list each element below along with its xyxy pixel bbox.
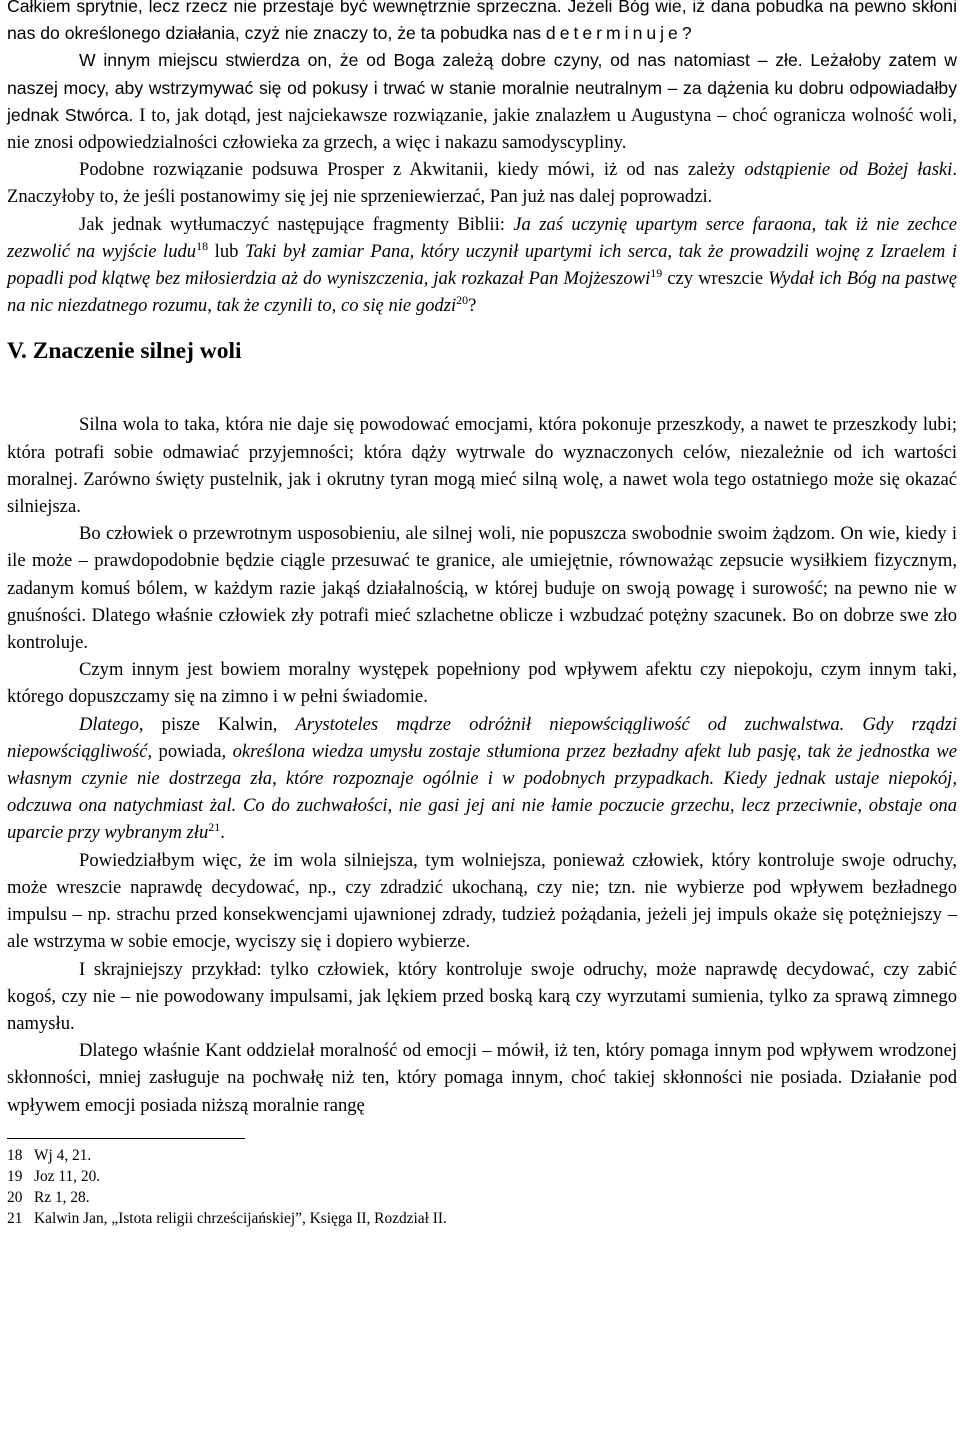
footnote-ref[interactable]: 21 [208,820,221,835]
footnote [7,1166,957,1187]
footnote-number: 19 [7,1167,23,1185]
section-heading: V. Znaczenie silnej woli [7,338,242,365]
text-run: . [220,822,225,844]
paragraph-3 [7,156,957,210]
paragraph-2 [7,47,957,156]
paragraph-7: Czym innym jest bowiem moralny występek popełniony pod wpływem afektu czy niepokoju, czym innym taki, którego dopuszczamy się na zimno i w pełni świadomie. [7,659,957,708]
text-run: Całkiem sprytnie, lecz rzecz nie przestaje być wewnętrznie sprzeczna. Jeżeli Bóg wie, iż dana pobudka na pewno skłoni nas do określonego działania, czyż nie znaczy to, że ta pobudka nas [7,0,957,44]
text-run: lub [208,240,245,262]
text-run: ? [468,295,477,317]
italic-text: Dlatego [79,713,139,735]
text-run: , pisze Kalwin, [138,713,296,735]
document-page [7,0,957,1230]
paragraph-10: I skrajniejszy przykład: tylko człowiek, który kontroluje swoje odruchy, może naprawdę decydować, czy zabić kogoś, czy nie – nie powodowany impulsami, jak lękiem przed boską karą czy wyrzutami sumienia, tylko za sprawą zimnego namysłu. [7,958,957,1034]
paragraph-11: Dlatego właśnie Kant oddzielał moralność od emocji – mówił, iż ten, który pomaga innym pod wpływem wrodzonej skłonności, mniej zasługuje na pochwałę niż ten, który pomaga innym, choć takiej skłonności nie posiada. Działanie pod wpływem emocji posiada niższą moralnie rangę [7,1040,957,1116]
calvin-quote: Arystoteles mądrze odróżnił niepowściągliwość od zuchwalstwa. Gdy rządzi niepowściągliwość, [7,713,957,762]
bible-quote: Ja zaś uczynię upartym serce faraona, tak iż nie zechce zezwolić na wyjście ludu [7,213,957,262]
paragraph-5: Silna wola to taka, która nie daje się powodować emocjami, która pokonuje przeszkody, a nawet te przeszkody lubi; która potrafi sobie odmawiać przyjemności; która dąży wytrwale do wyznaczonych celów, niezależnie od ich wartości moralnej. Zarówno święty pustelnik, jak i okrutny tyran mogą mieć silną wolę, a nawet wola tego ostatniego może się okazać silniejsza. [7,414,957,518]
paragraph-9: Powiedziałbym więc, że im wola silniejsza, tym wolniejsza, ponieważ człowiek, który kontroluje swoje odruchy, może wreszcie naprawdę decydować, np., czy zdradzić ukochaną, czy nie; tzn. nie wybierze pod wpływem bezładnego impulsu – np. strachu przed konsekwencjami ujawnionej zdrady, tudzież pożądania, jeżeli jej impuls okaże się potężniejszy – ale wstrzyma w sobie emocje, wyciszy się i dopiero wybierze. [7,849,957,953]
footnote-separator [7,1138,245,1139]
italic-text: odstąpienie od Bożej łaski [744,159,953,181]
paragraph-8 [7,711,957,847]
text-run: powiada, [152,740,233,762]
calvin-quote: określona wiedza umysłu zostaje stłumiona przez bezładny afekt lub pasję, tak że jednostka we własnym czynie nie dostrzega zła, które rozpoznaje ogólnie i w podobnych przypadkach. Kiedy jednak ustaje niepokój, odczuwa ona natychmiast żal. Co do zuchwałości, nie gasi jej ani nie łamie poczucie grzechu, lecz przeciwnie, obstaje ona uparcie przy wybranym złu [7,740,957,844]
footnote-text: Rz 1, 28. [34,1189,90,1207]
footnote-ref[interactable]: 18 [196,238,209,253]
text-run: Jak jednak wytłumaczyć następujące fragmenty Biblii: [79,213,514,235]
footnote-number: 21 [7,1210,23,1228]
footnote-ref[interactable]: 20 [456,293,469,308]
footnote-text: Wj 4, 21. [34,1146,92,1164]
spaced-word: determinuje [545,23,682,44]
text-run: ? [681,23,692,44]
text-run: W innym miejscu stwierdza on, że od Boga zależą dobre czyny, od nas natomiast – złe. Leżałoby zatem w naszej mocy, aby wstrzymywać się od pokusy i trwać w stanie moralnie neutralnym – za dążenia ku dobru odpowiadałby jednak Stwórca. [7,50,957,125]
bible-quote: Taki był zamiar Pana, który uczynił upartymi ich serca, tak że prowadzili wojnę z Izraelem i popadli pod klątwę bez miłosierdzia aż do wyniszczenia, jak rozkazał Pan Mojżeszowi [7,240,957,290]
text-run: czy wreszcie [662,268,769,290]
footnote [7,1145,957,1166]
paragraph-4 [7,211,957,320]
text-run: I to, jak dotąd, jest najciekawsze rozwiązanie, jakie znalazłem u Augustyna – choć ogranicza wolność woli, nie znosi odpowiedzialności człowieka za grzech, a więc i nakazu samodyscypliny. [7,104,957,154]
text-run: Podobne rozwiązanie podsuwa Prosper z Akwitanii, kiedy mówi, iż od nas zależy [79,159,745,181]
paragraph-1 [7,0,957,47]
footnote-text: Kalwin Jan, „Istota religii chrześcijańskiej”, Księga II, Rozdział II. [34,1210,447,1228]
footnote-number: 20 [7,1189,23,1207]
paragraph-6: Bo człowiek o przewrotnym usposobieniu, ale silnej woli, nie popuszcza swobodnie swoim żądzom. On wie, kiedy i ile może – prawdopodobnie będzie ciągle przesuwać te granice, ale umiejętnie, równoważąc zepsucie wysiłkiem fizycznym, zadanym komuś bólem, w każdym razie jakąś działalnością, w której buduje on swoją powagę i surowość; na pewno nie w gnuśności. Dlatego właśnie człowiek zły potrafi mieć szlachetne oblicze i wzbudzać potężny szacunek. Bo on dobrze swe zło kontroluje. [7,523,957,654]
bible-quote: Wydał ich Bóg na pastwę na nic niezdatnego rozumu, tak że czynili to, co się nie godzi [7,268,957,317]
footnote [7,1208,957,1229]
footnote [7,1187,957,1208]
text-run: . Znaczyłoby to, że jeśli postanowimy się jej nie sprzeniewierzać, Pan już nas dalej poprowadzi. [7,159,957,208]
footnote-number: 18 [7,1146,23,1164]
footnote-ref[interactable]: 19 [650,266,663,281]
footnote-text: Joz 11, 20. [34,1167,101,1185]
footnotes [7,1145,957,1230]
